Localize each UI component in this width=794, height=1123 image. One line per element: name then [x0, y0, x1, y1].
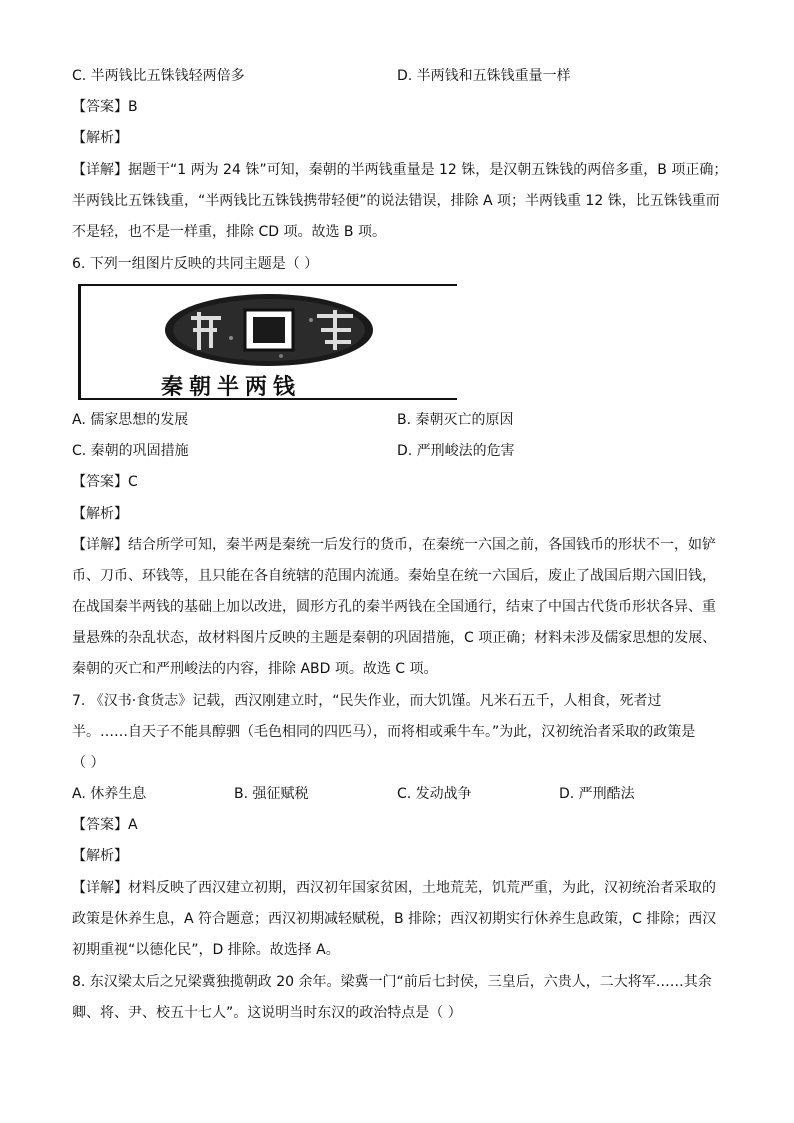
q8-stem-line-1: 8. 东汉梁太后之兄梁冀独揽朝政 20 余年。梁冀一门“前后七封侯，三皇后，六贵人，二大将军……其余 [72, 974, 712, 990]
q6-detail-line-4: 量悬殊的杂乱状态，故材料图片反映的主题是秦朝的巩固措施，C 项正确；材料未涉及儒家思想的发展、 [72, 630, 717, 646]
q6-stem: 6. 下列一组图片反映的共同主题是（ ） [72, 256, 319, 272]
q6-option-a: A. 儒家思想的发展 [72, 412, 189, 428]
q5-analysis-label: 【解析】 [72, 130, 128, 146]
q7-detail-line-3: 初期重视“以德化民”，D 排除。故选择 A。 [72, 942, 340, 958]
q6-detail-line-1: 【详解】结合所学可知，秦半两是秦统一后发行的货币，在秦统一六国之前，各国钱币的形状不一，如铲 [72, 537, 716, 553]
q5-answer: 【答案】B [72, 99, 138, 115]
q5-detail-line-2: 半两钱比五铢钱重，“半两钱比五铢钱携带轻便”的说法错误，排除 A 项；半两钱重 12 铢，比五铢钱重而 [72, 193, 720, 209]
q6-analysis-label: 【解析】 [72, 506, 128, 522]
q5-detail-line-3: 不是轻，也不是一样重，排除 CD 项。故选 B 项。 [72, 224, 386, 240]
q6-answer: 【答案】C [72, 474, 138, 490]
q5-option-c: C. 半两钱比五铢钱轻两倍多 [72, 68, 245, 84]
q7-detail-line-1: 【详解】材料反映了西汉建立初期，西汉初年国家贫困，土地荒芜，饥荒严重，为此，汉初统治者采取的 [72, 880, 716, 896]
q6-option-b: B. 秦朝灭亡的原因 [397, 412, 514, 428]
q7-stem-line-1: 7. 《汉书·食货志》记载，西汉刚建立时，“民失作业，而大饥馑。凡米石五千，人相食，死者过 [72, 693, 662, 709]
q7-option-a: A. 休养生息 [72, 786, 147, 802]
q6-coin-image [78, 284, 457, 400]
q7-stem-line-3: （ ） [72, 755, 105, 771]
q7-answer: 【答案】A [72, 817, 138, 833]
q5-option-d: D. 半两钱和五铢钱重量一样 [397, 68, 571, 84]
q7-stem-line-2: 半。……自天子不能具醇驷（毛色相同的四匹马），而将相或乘牛车。”为此，汉初统治者采取的政策是 [72, 724, 696, 740]
coin-caption: 秦朝半两钱 [161, 374, 302, 400]
q7-analysis-label: 【解析】 [72, 848, 128, 864]
q6-option-c: C. 秦朝的巩固措施 [72, 443, 189, 459]
q6-detail-line-2: 币、刀币、环钱等，且只能在各自统辖的范围内流通。秦始皇在统一六国后，废止了战国后期六国旧钱， [72, 568, 716, 584]
q7-detail-line-2: 政策是休养生息，A 符合题意；西汉初期减轻赋税，B 排除；西汉初期实行休养生息政策，C 排除；西汉 [72, 911, 717, 927]
q7-option-d: D. 严刑酷法 [559, 786, 635, 802]
q7-option-c: C. 发动战争 [397, 786, 472, 802]
q8-stem-line-2: 卿、将、尹、校五十七人”。这说明当时东汉的政治特点是（ ） [72, 1005, 462, 1021]
q7-option-b: B. 强征赋税 [234, 786, 309, 802]
q5-detail-line-1: 【详解】据题干“1 两为 24 铢”可知，秦朝的半两钱重量是 12 铢，是汉朝五铢钱的两倍多重，B 项正确； [72, 162, 728, 178]
coin-icon [81, 290, 457, 370]
q6-option-d: D. 严刑峻法的危害 [397, 443, 515, 459]
q6-detail-line-5: 秦朝的灭亡和严刑峻法的内容，排除 ABD 项。故选 C 项。 [72, 661, 438, 677]
q6-detail-line-3: 在战国秦半两钱的基础上加以改进，圆形方孔的秦半两钱在全国通行，结束了中国古代货币形状各异、重 [72, 599, 716, 615]
